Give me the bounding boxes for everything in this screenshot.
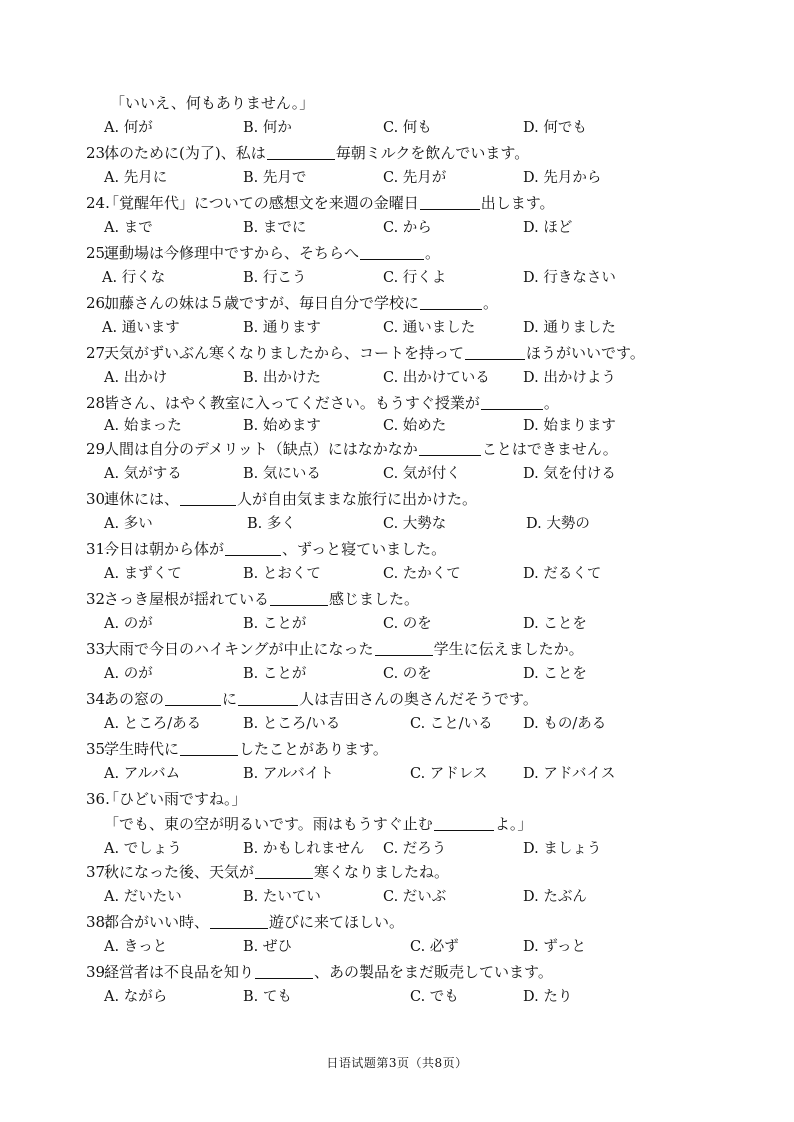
- question-text: [104, 292, 498, 314]
- option-c: C. 大勢な: [383, 516, 447, 532]
- question-text: [104, 588, 419, 610]
- question-22-options: [0, 117, 794, 139]
- question-number: 30.: [86, 490, 110, 508]
- option-c: C. 気が付く: [383, 466, 461, 482]
- option-b: B. 出かけた: [243, 370, 321, 386]
- question-text-after-blank: 人が自由気ままな旅行に出かけた。: [237, 490, 478, 508]
- question-text: [104, 638, 584, 660]
- question-text: 「いいえ、何もありません。」: [110, 94, 315, 112]
- question-27: [0, 342, 794, 364]
- question-text-before-blank: 都合がいい時、: [104, 913, 210, 931]
- question-32-options: [0, 613, 794, 635]
- question-26-options: [0, 317, 794, 339]
- question-30-options: [0, 513, 794, 535]
- option-d: D. 行きなさい: [523, 270, 616, 286]
- option-b: B. 行こう: [243, 270, 307, 286]
- question-number: 28.: [86, 394, 110, 412]
- option-b: B. 何か: [243, 120, 292, 136]
- page-footer: 日语试题第3页（共8页）: [326, 1056, 468, 1070]
- option-b: B. かもしれません: [243, 841, 365, 857]
- question-36: [0, 788, 794, 810]
- question-text: [104, 538, 446, 560]
- option-a: A. ところ/ある: [104, 716, 202, 732]
- option-a: A. きっと: [104, 939, 168, 955]
- question-26: [0, 292, 794, 314]
- question-text-before-blank: 連休には、: [104, 490, 180, 508]
- question-35: [0, 738, 794, 760]
- option-c: C. 何も: [383, 120, 432, 136]
- question-25: [0, 242, 794, 264]
- question-number: 36.: [86, 790, 110, 808]
- question-39: [0, 961, 794, 983]
- option-d: D. 何でも: [523, 120, 587, 136]
- question-text: [104, 911, 404, 933]
- question-text: [104, 142, 529, 164]
- question-37: [0, 861, 794, 883]
- question-text-before-blank: 今日は朝から体が: [104, 540, 225, 558]
- question-23: [0, 142, 794, 164]
- question-28: [0, 392, 794, 414]
- question-text: [104, 242, 440, 264]
- option-c: C. 出かけている: [383, 370, 490, 386]
- question-31-options: [0, 563, 794, 585]
- question-text-between-blanks: に: [222, 690, 238, 708]
- option-a: A. 先月に: [104, 170, 168, 186]
- question-text: [104, 961, 553, 983]
- option-a: A. 多い: [104, 516, 153, 532]
- question-number: 39.: [86, 963, 110, 981]
- option-d: D. ことを: [523, 666, 587, 682]
- option-c: C. 必ず: [410, 939, 459, 955]
- option-d: D. ましょう: [523, 841, 602, 857]
- answer-blank: [255, 863, 313, 879]
- option-a: A. だいたい: [104, 889, 182, 905]
- option-d: D. たぶん: [523, 889, 587, 905]
- option-d: D. ずっと: [523, 939, 586, 955]
- question-number: 23.: [86, 144, 110, 162]
- question-29-options: [0, 463, 794, 485]
- question-text-before-blank: さっき屋根が揺れている: [104, 590, 270, 608]
- answer-blank-1: [165, 690, 221, 706]
- answer-blank: [375, 640, 433, 656]
- question-34-options: [0, 713, 794, 735]
- question-37-options: [0, 886, 794, 908]
- question-34: [0, 688, 794, 710]
- question-text-after-blank: 学生に伝えましたか。: [433, 640, 584, 658]
- answer-blank: [180, 740, 238, 756]
- question-text-before-blank: 秋になった後、天気が: [104, 863, 255, 881]
- question-text: [104, 488, 477, 510]
- question-24: [0, 192, 794, 214]
- question-text-before-blank: 「でも、東の空が明るいです。雨はもうすぐ止む: [104, 815, 433, 833]
- option-c: C. こと/いる: [410, 716, 493, 732]
- question-text: [104, 738, 388, 760]
- option-c: C. でも: [410, 989, 459, 1005]
- answer-blank: [481, 394, 543, 410]
- question-33-options: [0, 663, 794, 685]
- question-36-options: [0, 838, 794, 860]
- answer-blank: [267, 144, 335, 160]
- question-33: [0, 638, 794, 660]
- option-a: A. 行くな: [102, 270, 166, 286]
- question-number: 33.: [86, 640, 110, 658]
- option-b: B. 多く: [247, 516, 296, 532]
- question-text-after-blank: したことがあります。: [239, 740, 388, 758]
- question-text-after-blank: 、あの製品をまだ販売しています。: [314, 963, 553, 981]
- option-b: B. ぜひ: [243, 939, 292, 955]
- question-number: 31.: [86, 540, 110, 558]
- question-text-after-blank: 。: [483, 294, 499, 312]
- question-38: [0, 911, 794, 933]
- answer-blank: [360, 244, 424, 260]
- option-c: C. たかくて: [383, 566, 461, 582]
- option-d: D. たり: [523, 989, 573, 1005]
- question-text-before-blank: 皆さん、はやく教室に入ってください。もうすぐ授業が: [104, 394, 480, 412]
- question-text: 「ひどい雨ですね。」: [104, 790, 247, 808]
- option-a: A. 気がする: [104, 466, 182, 482]
- answer-blank: [434, 815, 494, 831]
- question-39-options: [0, 986, 794, 1008]
- answer-blank: [210, 913, 268, 929]
- option-b: B. ところ/いる: [243, 716, 341, 732]
- option-d: D. 先月から: [523, 170, 602, 186]
- question-text-after-blank: 出します。: [480, 194, 555, 212]
- option-b: B. 先月で: [243, 170, 307, 186]
- option-b: B. 始めます: [243, 418, 321, 434]
- option-a: A. 始まった: [104, 418, 182, 434]
- question-number: 27.: [86, 344, 110, 362]
- option-c: C. から: [383, 220, 432, 236]
- question-text-before-blank: 加藤さんの妹は５歳ですが、毎日自分で学校に: [104, 294, 420, 312]
- option-c: C. アドレス: [410, 766, 488, 782]
- option-d: D. 気を付ける: [523, 466, 616, 482]
- question-text-before-blank: 「覚醒年代」についての感想文を来週の金曜日: [104, 194, 419, 212]
- question-text-before-blank: 運動場は今修理中ですから、そちらへ: [104, 244, 360, 262]
- option-a: A. のが: [104, 616, 153, 632]
- question-32: [0, 588, 794, 610]
- question-30: [0, 488, 794, 510]
- question-36-continuation: [0, 813, 794, 835]
- question-text-after-blank: 。: [425, 244, 441, 262]
- option-d: D. 出かけよう: [523, 370, 616, 386]
- option-a: A. まずくて: [104, 566, 182, 582]
- answer-blank: [255, 963, 313, 979]
- question-number: 24.: [86, 194, 110, 212]
- question-text-after-blank: 人は吉田さんの奥さんだそうです。: [299, 690, 538, 708]
- question-number: 32.: [86, 590, 110, 608]
- option-a: A. 何が: [104, 120, 153, 136]
- question-text-after-blank: 、ずっと寝ていました。: [282, 540, 447, 558]
- option-b: B. 通ります: [243, 320, 321, 336]
- option-a: A. のが: [104, 666, 153, 682]
- option-b: B. たいてい: [243, 889, 321, 905]
- question-text: [104, 342, 645, 364]
- answer-blank: [225, 540, 281, 556]
- question-number: 29.: [86, 440, 110, 458]
- question-22-continuation: [0, 92, 794, 114]
- answer-blank-2: [238, 690, 298, 706]
- option-b: B. とおくて: [243, 566, 321, 582]
- question-text-after-blank: 。: [543, 394, 559, 412]
- question-text-before-blank: 人間は自分のデメリット（缺点）にはなかなか: [104, 440, 418, 458]
- question-23-options: [0, 167, 794, 189]
- question-35-options: [0, 763, 794, 785]
- answer-blank: [180, 490, 236, 506]
- question-text: [104, 861, 449, 883]
- question-text-after-blank: よ。」: [494, 815, 533, 833]
- question-38-options: [0, 936, 794, 958]
- question-number: 38.: [86, 913, 110, 931]
- option-b: B. ことが: [243, 666, 307, 682]
- question-text: [104, 813, 532, 835]
- question-text-after-blank: 寒くなりましたね。: [314, 863, 450, 881]
- answer-blank: [420, 194, 480, 210]
- question-text-before-blank: 大雨で今日のハイキングが中止になった: [104, 640, 374, 658]
- option-d: D. アドバイス: [523, 766, 616, 782]
- answer-blank: [465, 344, 525, 360]
- question-25-options: [0, 267, 794, 289]
- question-text-before-blank: あの窓の: [104, 690, 165, 708]
- option-c: C. 始めた: [383, 418, 447, 434]
- option-d: D. もの/ある: [523, 716, 607, 732]
- answer-blank: [270, 590, 328, 606]
- answer-blank: [419, 440, 481, 456]
- question-text-before-blank: 経営者は不良品を知り: [104, 963, 255, 981]
- option-d: D. だるくて: [523, 566, 602, 582]
- question-29: [0, 438, 794, 460]
- option-b: B. ことが: [243, 616, 307, 632]
- option-a: A. ながら: [104, 989, 168, 1005]
- question-text-after-blank: 毎朝ミルクを飲んでいます。: [335, 144, 530, 162]
- option-c: C. だろう: [383, 841, 447, 857]
- option-b: B. ても: [243, 989, 292, 1005]
- option-a: A. まで: [104, 220, 153, 236]
- question-31: [0, 538, 794, 560]
- option-a: A. アルバム: [104, 766, 181, 782]
- option-a: A. 通います: [102, 320, 180, 336]
- question-text: [104, 438, 618, 460]
- option-b: B. アルバイト: [243, 766, 334, 782]
- question-24-options: [0, 217, 794, 239]
- option-d: D. ほど: [523, 220, 573, 236]
- question-number: 25.: [86, 244, 110, 262]
- question-text: [104, 192, 555, 214]
- question-text-before-blank: 学生時代に: [104, 740, 180, 758]
- answer-blank: [420, 294, 482, 310]
- option-c: C. のを: [383, 666, 432, 682]
- question-number: 34.: [86, 690, 110, 708]
- question-number: 35.: [86, 740, 110, 758]
- option-c: C. のを: [383, 616, 432, 632]
- question-27-options: [0, 367, 794, 389]
- question-text: [104, 392, 559, 414]
- option-d: D. 始まります: [523, 418, 616, 434]
- option-d: D. 通りました: [523, 320, 616, 336]
- question-text-after-blank: 遊びに来てほしい。: [269, 913, 405, 931]
- question-text: [104, 688, 538, 710]
- question-text-after-blank: ことはできません。: [481, 440, 618, 458]
- option-b: B. までに: [243, 220, 307, 236]
- option-b: B. 気にいる: [243, 466, 321, 482]
- question-text-before-blank: 天気がずいぶん寒くなりましたから、コートを持って: [104, 344, 465, 362]
- option-c: C. だいぶ: [383, 889, 447, 905]
- option-a: A. でしょう: [104, 841, 182, 857]
- question-number: 37.: [86, 863, 110, 881]
- question-text-after-blank: 感じました。: [329, 590, 420, 608]
- question-text-before-blank: 体のために(为了)、私は: [104, 144, 266, 162]
- option-c: C. 先月が: [383, 170, 447, 186]
- option-d: D. ことを: [523, 616, 587, 632]
- question-number: 26.: [86, 294, 110, 312]
- question-text-after-blank: ほうがいいです。: [526, 344, 645, 362]
- option-c: C. 通いました: [383, 320, 476, 336]
- question-28-options: [0, 415, 794, 437]
- option-c: C. 行くよ: [383, 270, 447, 286]
- option-d: D. 大勢の: [526, 516, 590, 532]
- option-a: A. 出かけ: [104, 370, 168, 386]
